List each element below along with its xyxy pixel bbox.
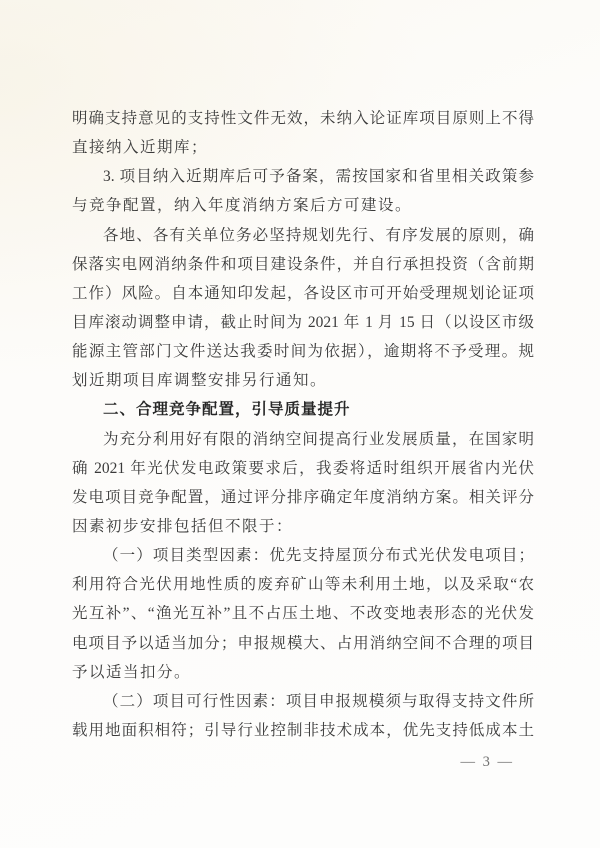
- text-line: 发电项目竞争配置，通过评分排序确定年度消纳方案。相关评分: [72, 488, 534, 506]
- text-line: 直接纳入近期库；: [72, 139, 209, 157]
- page-number: — 3 —: [460, 754, 514, 770]
- text-line: 能源主管部门文件送达我委时间为依据），逾期将不予受理。规: [72, 343, 534, 361]
- text-line: 各地、各有关单位务必坚持规划先行、有序发展的原则，确: [103, 226, 534, 244]
- text-line: （一）项目类型因素：优先支持屋顶分布式光伏发电项目；: [103, 547, 534, 565]
- text-line: 与竞争配置，纳入年度消纳方案后方可建设。: [72, 197, 413, 215]
- text-line: 为充分利用好有限的消纳空间提高行业发展质量，在国家明: [103, 430, 534, 448]
- text-line: 利用符合光伏用地性质的废弃矿山等未利用土地，以及采取“农: [72, 576, 534, 594]
- text-line: 电项目予以适当加分；申报规模大、占用消纳空间不合理的项目: [72, 634, 534, 652]
- text-line: 保落实电网消纳条件和项目建设条件，并自行承担投资（含前期: [72, 255, 534, 273]
- text-line: 目库滚动调整申请，截止时间为 2021 年 1 月 15 日（以设区市级: [72, 313, 534, 331]
- text-line: 划近期项目库调整安排另行通知。: [72, 372, 328, 390]
- text-line: 因素初步安排包括但不限于：: [72, 517, 294, 535]
- section-heading: 二、合理竞争配置，引导质量提升: [103, 401, 351, 419]
- text-line: 光互补”、“渔光互补”且不占压土地、不改变地表形态的光伏发: [72, 605, 534, 623]
- text-line: 确 2021 年光伏发电政策要求后，我委将适时组织开展省内光伏: [72, 459, 534, 477]
- text-line: （二）项目可行性因素：项目申报规模须与取得支持文件所: [103, 692, 534, 710]
- text-line: 工作）风险。自本通知印发起，各设区市可开始受理规划论证项: [72, 284, 534, 302]
- document-text-block: [72, 104, 534, 745]
- text-line: 明确支持意见的支持性文件无效，未纳入论证库项目原则上不得: [72, 110, 534, 127]
- text-line: 3. 项目纳入近期库后可予备案，需按国家和省里相关政策参: [103, 168, 534, 186]
- text-line: 予以适当扣分。: [72, 663, 192, 681]
- text-line: 载用地面积相符；引导行业控制非技术成本，优先支持低成本土: [72, 721, 534, 739]
